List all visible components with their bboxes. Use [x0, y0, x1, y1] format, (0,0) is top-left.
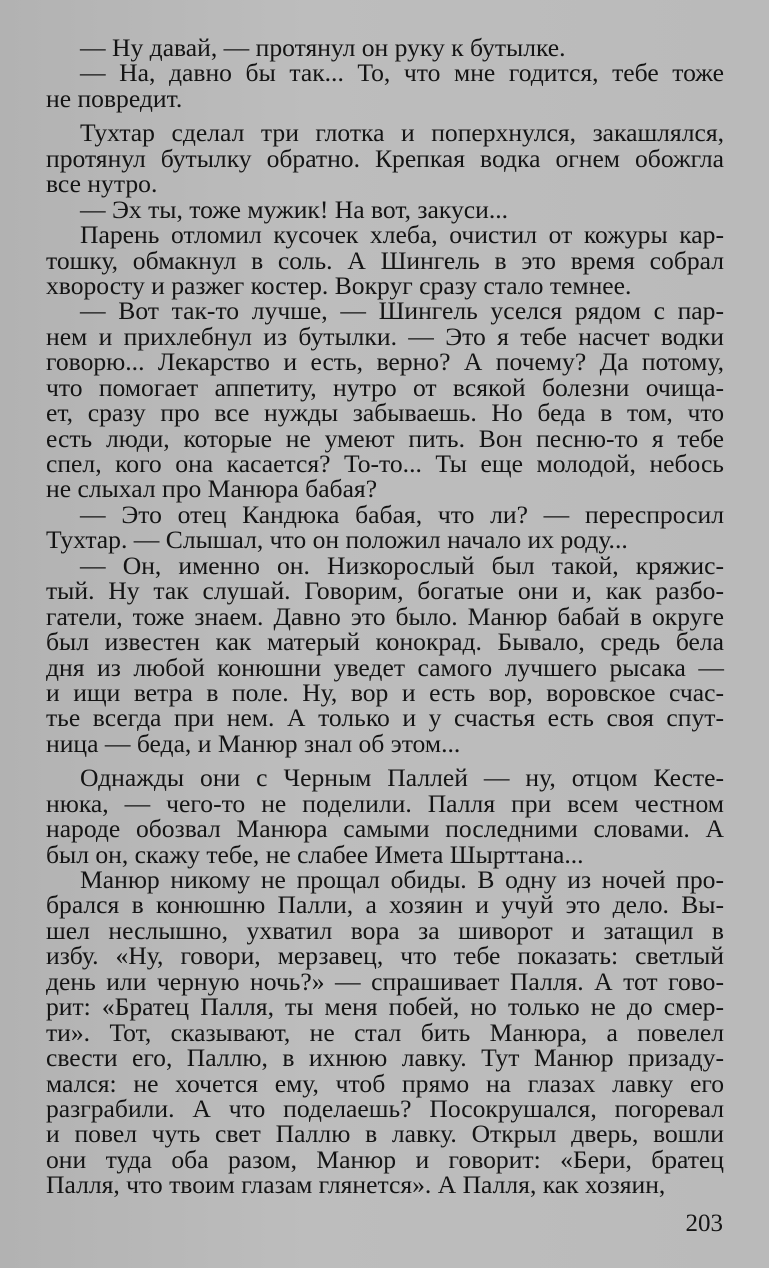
- text-line: не повредит.: [46, 83, 183, 113]
- text-line: ница — беда, и Манюр знал об этом...: [46, 728, 461, 758]
- text-line: все нутро.: [46, 169, 158, 199]
- text-line: нюка, — чего-то не поделили. Палля при всем честном: [46, 788, 724, 818]
- text-line: — Это отец Кандюка бабая, что ли? — переспросил: [80, 499, 724, 529]
- text-line: протянул бутылку обратно. Крепкая водка огнем обожгла: [46, 143, 724, 173]
- paragraph: [46, 499, 724, 555]
- text-line: не слыхал про Манюра бабая?: [46, 474, 378, 504]
- text-line: нем и прихлебнул из бутылки. — Это я тебе насчет водки: [46, 321, 724, 351]
- text-line: был он, скажу тебе, не слабее Имета Шырттана...: [46, 839, 584, 869]
- text-line: разграбили. А что поделаешь? Посокрушался, погоревал: [46, 1093, 724, 1123]
- text-line: — На, давно бы так... То, что мне годится, тебе тоже: [80, 58, 724, 88]
- text-line: день или черную ночь?» — спрашивает Палля. А тот гово-: [46, 966, 724, 996]
- text-line: Манюр никому не прощал обиды. В одну из ночей про-: [80, 865, 724, 894]
- text-line: гатели, тоже знаем. Давно это было. Манюр бабай в округе: [46, 601, 724, 631]
- text-line: и повел чуть свет Паллю в лавку. Открыл дверь, вошли: [46, 1119, 724, 1149]
- text-line: Парень отломил кусочек хлеба, очистил от кожуры кар-: [80, 220, 724, 250]
- text-line: — Он, именно он. Низкорослый был такой, кряжис-: [80, 550, 724, 580]
- paragraph: [46, 765, 724, 867]
- text-line: рит: «Братец Палля, ты меня побей, но только не до смер-: [46, 992, 724, 1022]
- text-line: тошку, обмакнул в соль. А Шингель в это время собрал: [46, 245, 724, 275]
- text-line: — Эх ты, тоже мужик! На вот, закуси...: [80, 194, 509, 224]
- text-line: шел неслышно, ухватил вора за шиворот и затащил в: [46, 915, 724, 945]
- paragraph: [46, 298, 724, 502]
- text-line: тый. Ну так слушай. Говорим, богатые они и, как разбо-: [46, 576, 724, 606]
- paragraph: [46, 194, 724, 224]
- text-line: избу. «Ну, говори, мерзавец, что тебе показать: светлый: [46, 941, 724, 971]
- text-line: тье всегда при нем. А только и у счастья есть своя спут-: [46, 703, 724, 733]
- text-line: Однажды они с Черным Паллей — ну, отцом Кесте-: [80, 763, 724, 793]
- text-line: спел, кого она касается? То-то... Ты еще молодой, небось: [46, 449, 724, 478]
- text-line: ти». Тот, сказывают, не стал бить Манюра, а повелел: [46, 1017, 724, 1047]
- page-text: [46, 35, 724, 1198]
- text-line: брался в конюшню Палли, а хозяин и учуй это дело. Вы-: [46, 890, 724, 920]
- paragraph: [46, 222, 724, 298]
- text-line: народе обозвал Манюра самыми последними словами. А: [46, 814, 724, 844]
- paragraph: [46, 118, 724, 199]
- paragraph: [46, 60, 724, 111]
- text-line: есть люди, которые не умеют пить. Вон песню-то я тебе: [46, 423, 724, 453]
- text-line: хворосту и разжег костер. Вокруг сразу стало темнее.: [46, 270, 632, 300]
- text-line: Тухтар сделал три глотка и поперхнулся, закашлялся,: [80, 118, 724, 148]
- text-line: Тухтар. — Слышал, что он положил начало их роду...: [46, 525, 628, 555]
- text-line: дня из любой конюшни уведет самого лучшего рысака —: [46, 652, 724, 682]
- text-line: — Ну давай, — протянул он руку к бутылке.: [80, 33, 566, 62]
- paragraph: [46, 867, 724, 1198]
- text-line: свести его, Паллю, в ихнюю лавку. Тут Манюр призаду-: [46, 1043, 724, 1073]
- text-line: и ищи ветра в поле. Ну, вор и есть вор, воровское счас-: [46, 677, 724, 707]
- page-number: 203: [685, 1210, 723, 1237]
- text-line: что помогает аппетиту, нутро от всякой болезни очища-: [46, 372, 724, 402]
- text-line: мался: не хочется ему, чтоб прямо на глазах лавку его: [46, 1068, 724, 1098]
- paragraph: [46, 550, 724, 758]
- text-line: был известен как матерый конокрад. Бывало, средь бела: [46, 627, 724, 657]
- text-line: говорю... Лекарство и есть, верно? А почему? Да потому,: [46, 347, 724, 377]
- paragraph: [46, 35, 724, 60]
- text-line: ет, сразу про все нужды забываешь. Но беда в том, что: [46, 398, 724, 428]
- text-line: они туда оба разом, Манюр и говорит: «Бери, братец: [46, 1144, 724, 1174]
- text-line: — Вот так-то лучше, — Шингель уселся рядом с пар-: [80, 296, 724, 326]
- text-line: Палля, что твоим глазам глянется». А Палля, как хозяин,: [46, 1170, 666, 1200]
